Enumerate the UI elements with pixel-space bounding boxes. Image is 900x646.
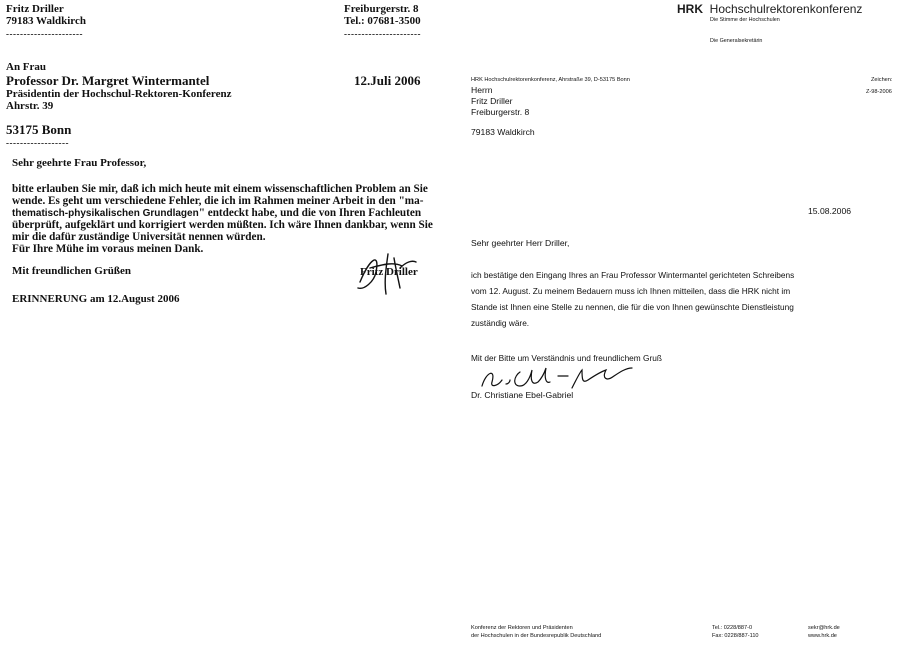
footer-email: sekr@hrk.de [808, 625, 840, 631]
recipient-name: Professor Dr. Margret Wintermantel [6, 73, 210, 88]
closing: Mit freundlichen Grüßen [12, 265, 131, 277]
letter-date: 12.Juli 2006 [354, 73, 421, 88]
body-line: wende. Es geht um verschiedene Fehler, die ich im Rahmen meiner Arbeit in den "ma- [12, 195, 424, 207]
sender-street: Freiburgerstr. 8 [344, 3, 419, 15]
recipient-city: 53175 Bonn [6, 122, 72, 137]
reference-value: Z-98-2006 [866, 89, 892, 95]
footer-web: www.hrk.de [808, 633, 837, 639]
thanks-line: Für Ihre Mühe im voraus meinen Dank. [12, 243, 204, 255]
body-line-right: ich bestätige den Eingang Ihres an Frau Professor Wintermantel gerichteten Schreibens [471, 270, 795, 280]
footer-org-line: der Hochschulen in der Bundesrepublik Deutschland [471, 633, 602, 639]
footer-phone: Tel.: 0228/887-0 [712, 625, 753, 631]
hrk-logo-name: Hochschulrektorenkonferenz [709, 2, 863, 16]
body-emphasis: thematisch-physikalischen Grundlagen [12, 208, 199, 219]
hrk-tagline: Die Stimme der Hochschulen [710, 17, 780, 23]
body-line-right: vom 12. August. Zu meinem Bedauern muss ich Ihnen mitteilen, dass die HRK nicht im [471, 286, 791, 296]
sender-city: 79183 Waldkirch [6, 15, 86, 27]
recipient-salutation: An Frau [6, 61, 47, 73]
signature-name: Fritz Driller [360, 266, 418, 278]
letter-date-right: 15.08.2006 [808, 206, 852, 216]
recipient-street-right: Freiburgerstr. 8 [471, 107, 530, 117]
greeting-right: Sehr geehrter Herr Driller, [471, 238, 570, 248]
body-line-right: Stande ist Ihnen eine Stelle zu nennen, die für die von Ihnen gewünschte Dienstleistung [471, 302, 794, 312]
sender-dashes-right: ---------------------- [344, 29, 421, 39]
recipient-salutation-right: Herrn [471, 85, 493, 95]
footer-fax: Fax: 0228/887-110 [712, 633, 759, 639]
body-line: mir die dafür zuständige Universität nennen würden. [12, 231, 266, 243]
reference-label: Zeichen: [871, 77, 893, 83]
recipient-city-right: 79183 Waldkirch [471, 127, 535, 137]
body-line-right: zuständig wäre. [471, 318, 530, 328]
signer-name: Dr. Christiane Ebel-Gabriel [471, 390, 574, 400]
body-line: überprüft, aufgeklärt und korrigiert werden müßten. Ich wäre Ihnen dankbar, wenn Sie [12, 219, 433, 231]
body-line-rest: " entdeckt habe, und die von Ihren Fachleuten [198, 207, 422, 219]
footer-org-line: Konferenz der Rektoren und Präsidenten [471, 625, 573, 631]
reminder-date: am 12.August 2006 [89, 293, 180, 305]
greeting: Sehr geehrte Frau Professor, [12, 157, 147, 169]
recipient-dashes: ------------------ [6, 138, 69, 148]
recipient-street: Ahrstr. 39 [6, 100, 54, 112]
return-address: HRK Hochschulrektorenkonferenz, Ahrstraße 39, D-53175 Bonn [471, 77, 630, 83]
body-line: bitte erlauben Sie mir, daß ich mich heute mit einem wissenschaftlichen Problem an Sie [12, 183, 428, 195]
closing-right: Mit der Bitte um Verständnis und freundlichem Gruß [471, 353, 662, 363]
reminder-label: ERINNERUNG [12, 293, 88, 305]
sender-phone: Tel.: 07681-3500 [344, 15, 421, 27]
office-line: Die Generalsekretärin [710, 38, 763, 44]
recipient-role: Präsidentin der Hochschul-Rektoren-Konferenz [6, 88, 232, 100]
sender-name: Fritz Driller [6, 3, 64, 15]
recipient-name-right: Fritz Driller [471, 96, 513, 106]
hrk-logo-abbr: HRK [677, 2, 703, 16]
reminder-line [12, 293, 179, 306]
sender-dashes-left: ---------------------- [6, 29, 83, 39]
hrk-logo [677, 2, 862, 16]
